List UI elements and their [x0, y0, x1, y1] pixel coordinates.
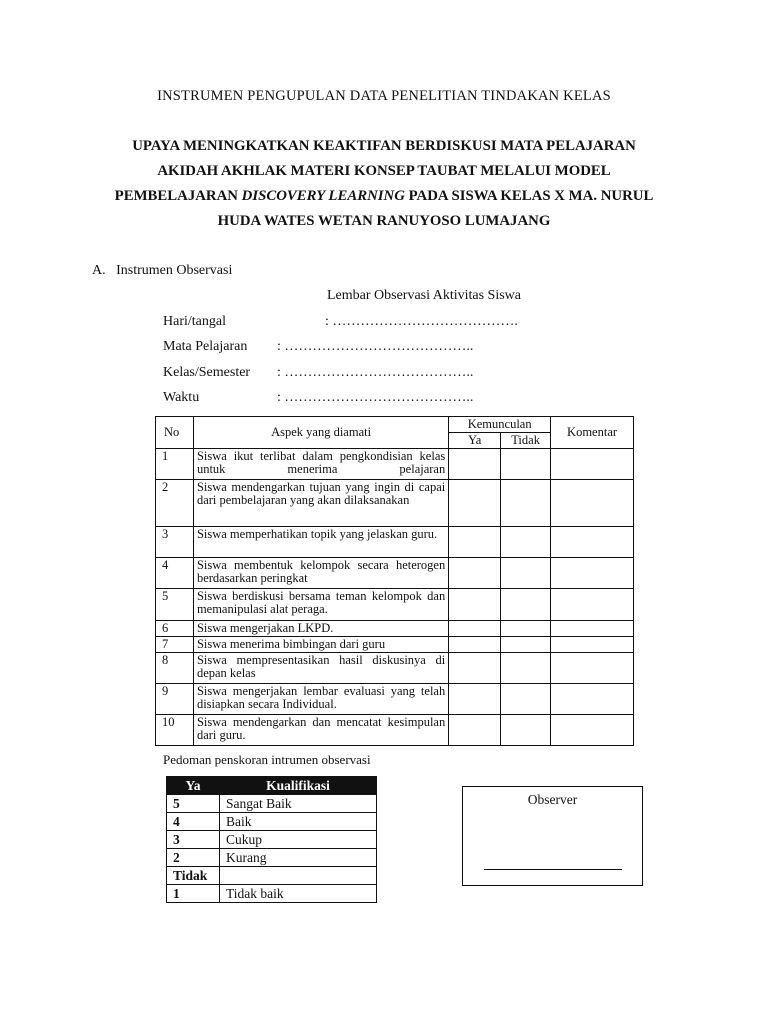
score-value: 5: [167, 795, 220, 813]
cell-ya[interactable]: [449, 715, 501, 746]
cell-komentar[interactable]: [551, 621, 634, 637]
row-aspek: Siswa mendengarkan dan mencatat kesimpulan dari guru.: [193, 715, 448, 746]
row-aspek: Siswa mendengarkan tujuan yang ingin di capai dari pembelajaran yang akan dilaksanakan: [193, 480, 448, 527]
score-value: 3: [167, 831, 220, 849]
score-label: Baik: [220, 813, 377, 831]
scoring-row: [167, 885, 377, 903]
cell-ya[interactable]: [449, 621, 501, 637]
table-row: [156, 653, 634, 684]
cell-ya[interactable]: [449, 653, 501, 684]
field-waktu: [163, 390, 474, 406]
row-number: 2: [156, 480, 194, 527]
scoring-row: [167, 867, 377, 885]
header-no: No: [156, 417, 194, 449]
field-label: Hari/tangal: [163, 314, 226, 329]
row-aspek: Siswa mengerjakan LKPD.: [193, 621, 448, 637]
cell-tidak[interactable]: [501, 558, 551, 589]
row-aspek: Siswa membentuk kelompok secara heterogen berdasarkan peringkat: [193, 558, 448, 589]
cell-ya[interactable]: [449, 684, 501, 715]
score-label: Sangat Baik: [220, 795, 377, 813]
row-number: 6: [156, 621, 194, 637]
header-ya: Ya: [449, 433, 501, 449]
research-title-line-3-post: PADA SISWA KELAS X MA. NURUL: [404, 188, 654, 204]
scoring-row: [167, 849, 377, 867]
row-aspek: Siswa ikut terlibat dalam pengkondisian kelas untuk menerima pelajaran: [193, 449, 448, 480]
score-value: 4: [167, 813, 220, 831]
score-value: Tidak: [167, 867, 220, 885]
scoring-guide-title: Pedoman penskoran intrumen observasi: [163, 752, 371, 767]
field-mata-pelajaran: [163, 339, 474, 355]
cell-komentar[interactable]: [551, 684, 634, 715]
research-title-line-2: AKIDAH AKHLAK MATERI KONSEP TAUBAT MELALUI MODEL: [157, 163, 611, 179]
score-label: Tidak baik: [220, 885, 377, 903]
cell-ya[interactable]: [449, 527, 501, 558]
row-aspek: Siswa berdiskusi bersama teman kelompok dan memanipulasi alat peraga.: [193, 589, 448, 621]
field-hari-tanggal: [163, 314, 518, 330]
header-aspek: Aspek yang diamati: [193, 417, 448, 449]
score-label: Cukup: [220, 831, 377, 849]
row-number: 5: [156, 589, 194, 621]
header-komentar: Komentar: [551, 417, 634, 449]
cell-tidak[interactable]: [501, 449, 551, 480]
row-number: 4: [156, 558, 194, 589]
row-aspek: Siswa memperhatikan topik yang jelaskan guru.: [193, 527, 448, 558]
score-value: 2: [167, 849, 220, 867]
scoring-header-kualifikasi: Kualifikasi: [220, 777, 377, 795]
scoring-table: [166, 776, 377, 903]
cell-tidak[interactable]: [501, 653, 551, 684]
research-title-line-1: UPAYA MENINGKATKAN KEAKTIFAN BERDISKUSI MATA PELAJARAN: [132, 138, 636, 154]
row-aspek: Siswa menerima bimbingan dari guru: [193, 637, 448, 653]
research-title-method: DISCOVERY LEARNING: [241, 188, 405, 204]
scoring-row: [167, 795, 377, 813]
table-row: [156, 449, 634, 480]
document-title: INSTRUMEN PENGUPULAN DATA PENELITIAN TINDAKAN KELAS: [157, 88, 611, 104]
scoring-header-ya: Ya: [167, 777, 220, 795]
research-title-line-4: HUDA WATES WETAN RANUYOSO LUMAJANG: [217, 213, 551, 229]
cell-tidak[interactable]: [501, 684, 551, 715]
table-row: [156, 715, 634, 746]
research-title-line-3: [0, 184, 768, 209]
field-label: Kelas/Semester: [163, 365, 251, 380]
table-row: [156, 480, 634, 527]
field-value: : …………………………………..: [277, 390, 474, 405]
cell-komentar[interactable]: [551, 558, 634, 589]
section-heading: A. Instrumen Observasi: [92, 263, 233, 278]
cell-ya[interactable]: [449, 558, 501, 589]
cell-tidak[interactable]: [501, 480, 551, 527]
field-value: : …………………………………..: [277, 365, 474, 380]
header-kemunculan: Kemunculan: [449, 417, 551, 433]
observation-table: [155, 416, 634, 746]
cell-ya[interactable]: [449, 449, 501, 480]
cell-tidak[interactable]: [501, 621, 551, 637]
table-row: [156, 684, 634, 715]
row-number: 8: [156, 653, 194, 684]
cell-komentar[interactable]: [551, 589, 634, 621]
cell-tidak[interactable]: [501, 527, 551, 558]
cell-komentar[interactable]: [551, 527, 634, 558]
row-number: 9: [156, 684, 194, 715]
table-row: [156, 558, 634, 589]
cell-tidak[interactable]: [501, 715, 551, 746]
scoring-row: [167, 831, 377, 849]
cell-komentar[interactable]: [551, 715, 634, 746]
row-number: 1: [156, 449, 194, 480]
header-tidak: Tidak: [501, 433, 551, 449]
observer-label: Observer: [527, 792, 578, 807]
field-label: Mata Pelajaran: [163, 339, 248, 354]
score-label: [220, 867, 377, 885]
cell-ya[interactable]: [449, 589, 501, 621]
table-row: [156, 621, 634, 637]
field-value: : …………………………………..: [277, 339, 474, 354]
table-row: [156, 527, 634, 558]
row-number: 10: [156, 715, 194, 746]
row-number: 3: [156, 527, 194, 558]
score-value: 1: [167, 885, 220, 903]
row-aspek: Siswa mempresentasikan hasil diskusinya di depan kelas: [193, 653, 448, 684]
cell-ya[interactable]: [449, 637, 501, 653]
field-value: : ………………………………….: [325, 314, 518, 329]
signature-line[interactable]: [484, 869, 622, 870]
scoring-row: [167, 813, 377, 831]
field-kelas-semester: [163, 365, 474, 381]
research-title-line-3-pre: PEMBELAJARAN: [114, 188, 242, 204]
row-aspek: Siswa mengerjakan lembar evaluasi yang telah disiapkan secara Individual.: [193, 684, 448, 715]
score-label: Kurang: [220, 849, 377, 867]
cell-ya[interactable]: [449, 480, 501, 527]
row-number: 7: [156, 637, 194, 653]
cell-komentar[interactable]: [551, 637, 634, 653]
table-row: [156, 589, 634, 621]
cell-tidak[interactable]: [501, 589, 551, 621]
sheet-title: Lembar Observasi Aktivitas Siswa: [326, 288, 522, 303]
table-row: [156, 637, 634, 653]
field-label: Waktu: [163, 390, 200, 405]
cell-komentar[interactable]: [551, 653, 634, 684]
cell-komentar[interactable]: [551, 480, 634, 527]
cell-komentar[interactable]: [551, 449, 634, 480]
cell-tidak[interactable]: [501, 637, 551, 653]
